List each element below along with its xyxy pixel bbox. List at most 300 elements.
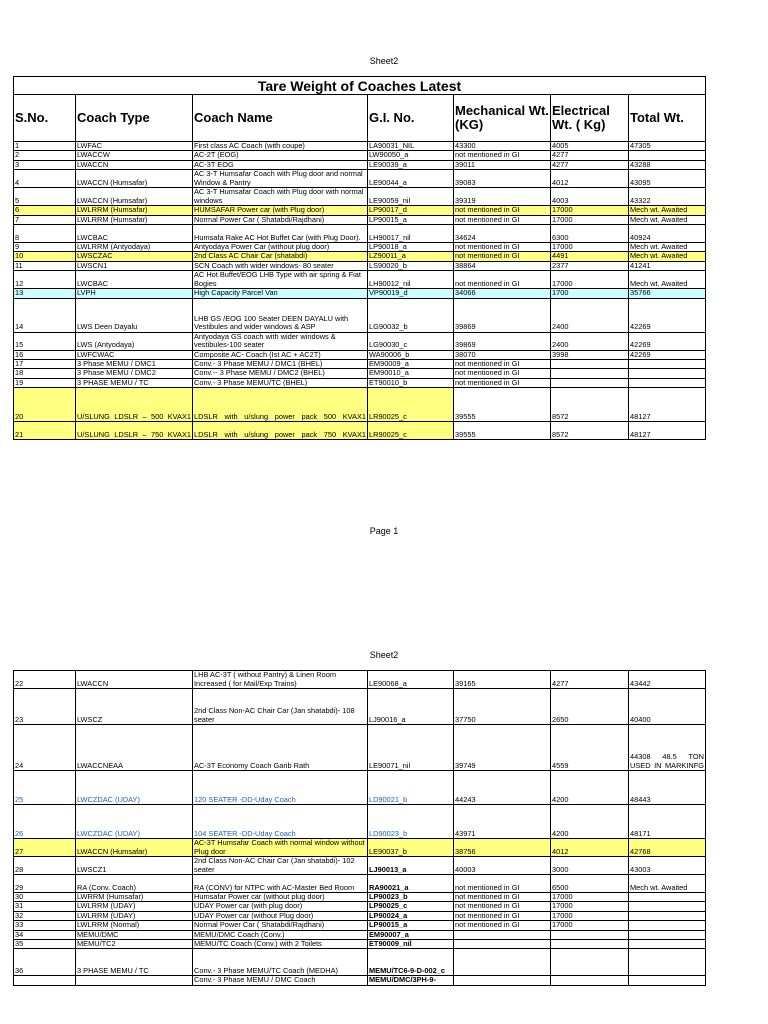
coach-name-cell: Humsafar Power car (without plug door)	[193, 893, 368, 902]
mech-wt-cell: not mentioned in GI	[454, 360, 551, 369]
gi-no-cell: LS90020_b	[368, 261, 454, 270]
table-row	[14, 332, 706, 350]
coach-type-cell: LWFCWAC	[76, 350, 193, 359]
coach-type-cell: LWACCN (Humsafar)	[76, 188, 193, 206]
sno-cell: 6	[14, 206, 76, 215]
elec-wt-cell: 4277	[551, 671, 629, 689]
coach-type-cell: LWRRM (Humsafar)	[76, 893, 193, 902]
sno-cell: 26	[14, 805, 76, 839]
gi-no-cell: LJ90013_a	[368, 857, 454, 875]
sno-cell	[14, 976, 76, 985]
coach-name-cell: SCN Coach with wider windows- 80 seater	[193, 261, 368, 270]
coach-name-cell: MEMU/DMC Coach (Conv.)	[193, 930, 368, 939]
sheet-label-2: Sheet2	[369, 650, 399, 660]
sno-cell: 36	[14, 949, 76, 976]
coach-type-cell: LWLRRM (UDAY)	[76, 911, 193, 920]
page-number: Page 1	[369, 526, 399, 536]
total-wt-cell: 40400	[629, 689, 706, 725]
total-wt-cell: Mech wt. Awaited	[629, 271, 706, 289]
coach-type-cell: 3 PHASE MEMU / TC	[76, 949, 193, 976]
gi-no-cell: LR90025_c	[368, 388, 454, 422]
gi-no-cell: LP90024_a	[368, 911, 454, 920]
elec-wt-cell: 2377	[551, 261, 629, 270]
total-wt-cell: 43322	[629, 188, 706, 206]
coach-type-cell: LWCBAC	[76, 271, 193, 289]
coach-type-cell: MEMU/TC2	[76, 940, 193, 949]
elec-wt-cell	[551, 976, 629, 985]
gi-no-cell: LA90031_NIL	[368, 142, 454, 151]
coach-type-cell: LWACCN (Humsafar)	[76, 839, 193, 857]
coach-name-cell: 2nd Class AC Chair Car (shatabdi)	[193, 252, 368, 261]
table-row	[14, 206, 706, 215]
total-wt-cell	[629, 151, 706, 160]
total-wt-cell: 48127	[629, 388, 706, 422]
total-wt-cell: 43288	[629, 160, 706, 169]
coach-name-cell: Conv.- 3 Phase MEMU / DMC1 (BHEL)	[193, 360, 368, 369]
mech-wt-cell	[454, 949, 551, 976]
mech-wt-cell: 37750	[454, 689, 551, 725]
sno-cell: 12	[14, 271, 76, 289]
elec-wt-cell: 17000	[551, 206, 629, 215]
sno-cell: 13	[14, 289, 76, 298]
mech-wt-cell: not mentioned in GI	[454, 243, 551, 252]
elec-wt-cell: 2650	[551, 689, 629, 725]
gi-no-cell: MEMU/DMC/3PH-9-	[368, 976, 454, 985]
coach-name-cell: AC-2T (EOG)	[193, 151, 368, 160]
header-elec-wt: Electrical Wt. ( Kg)	[551, 95, 629, 142]
sno-cell: 30	[14, 893, 76, 902]
table-row	[14, 261, 706, 270]
mech-wt-cell: 43300	[454, 142, 551, 151]
sno-cell: 22	[14, 671, 76, 689]
coach-name-cell: 120 SEATER -DD-Uday Coach	[193, 771, 368, 805]
gi-no-cell: VP90019_d	[368, 289, 454, 298]
mech-wt-cell: 34066	[454, 289, 551, 298]
total-wt-cell: 47305	[629, 142, 706, 151]
elec-wt-cell: 2400	[551, 332, 629, 350]
coach-name-cell: Composite AC- Coach (Ist AC + AC2T)	[193, 350, 368, 359]
gi-no-cell: LE90071_nil	[368, 725, 454, 771]
coach-name-cell: First class AC Coach (with coupe)	[193, 142, 368, 151]
mech-wt-cell: 39165	[454, 671, 551, 689]
gi-no-cell: MEMU/TC6-9-D-002_c	[368, 949, 454, 976]
elec-wt-cell: 2400	[551, 298, 629, 332]
elec-wt-cell: 4559	[551, 725, 629, 771]
elec-wt-cell: 4003	[551, 188, 629, 206]
gi-no-cell: LW90050_a	[368, 151, 454, 160]
sno-cell: 8	[14, 225, 76, 243]
mech-wt-cell: 39869	[454, 332, 551, 350]
header-coach-type: Coach Type	[76, 95, 193, 142]
sno-cell: 20	[14, 388, 76, 422]
mech-wt-cell: not mentioned in GI	[454, 902, 551, 911]
coach-name-cell: Antyodaya Power Car (without plug door)	[193, 243, 368, 252]
elec-wt-cell: 4012	[551, 170, 629, 188]
table-row	[14, 350, 706, 359]
gi-no-cell: LE90037_b	[368, 839, 454, 857]
sno-cell: 21	[14, 422, 76, 440]
mech-wt-cell: 39083	[454, 170, 551, 188]
coach-name-cell: MEMU/TC Coach (Conv.) with 2 Toilets	[193, 940, 368, 949]
coach-name-cell: UDAY Power car (without Plug door)	[193, 911, 368, 920]
elec-wt-cell	[551, 940, 629, 949]
mech-wt-cell: 39749	[454, 725, 551, 771]
table-row	[14, 902, 706, 911]
sno-cell: 5	[14, 188, 76, 206]
total-wt-cell: 41241	[629, 261, 706, 270]
total-wt-cell: 43095	[629, 170, 706, 188]
table-row	[14, 170, 706, 188]
mech-wt-cell	[454, 940, 551, 949]
total-wt-cell: 48171	[629, 805, 706, 839]
coach-type-cell: LWLRRM (Normal)	[76, 921, 193, 930]
coach-name-cell: Conv.- 3 Phase MEMU / DMC Coach	[193, 976, 368, 985]
table-row	[14, 298, 706, 332]
mech-wt-cell: 38864	[454, 261, 551, 270]
sno-cell: 19	[14, 378, 76, 387]
total-wt-cell	[629, 976, 706, 985]
elec-wt-cell: 8572	[551, 422, 629, 440]
gi-no-cell: LP90023_b	[368, 893, 454, 902]
sno-cell: 33	[14, 921, 76, 930]
table-row	[14, 243, 706, 252]
sno-cell: 9	[14, 243, 76, 252]
elec-wt-cell: 17000	[551, 911, 629, 920]
coach-type-cell: LWLRRM (Humsafar)	[76, 206, 193, 215]
table-row	[14, 930, 706, 939]
header-total-wt: Total Wt.	[629, 95, 706, 142]
total-wt-cell	[629, 940, 706, 949]
gi-no-cell: WA90006_b	[368, 350, 454, 359]
sno-cell: 34	[14, 930, 76, 939]
coach-name-cell: LHB AC-3T ( without Pantry) & Linen Room Increased ( for Mail/Exp Trains)	[193, 671, 368, 689]
table-row	[14, 360, 706, 369]
elec-wt-cell: 3998	[551, 350, 629, 359]
sno-cell: 24	[14, 725, 76, 771]
table-row	[14, 378, 706, 387]
gi-no-cell: LR90025_c	[368, 422, 454, 440]
coach-type-cell: LWLRRM (Humsafar)	[76, 215, 193, 224]
coach-name-cell: Conv.- 3 Phase MEMU/TC Coach (MEDHA)	[193, 949, 368, 976]
coach-type-cell: LWSCZ	[76, 689, 193, 725]
mech-wt-cell	[454, 930, 551, 939]
mech-wt-cell	[454, 976, 551, 985]
sno-cell: 4	[14, 170, 76, 188]
table-row	[14, 225, 706, 243]
table-row	[14, 893, 706, 902]
table-row	[14, 422, 706, 440]
total-wt-cell: 40924	[629, 225, 706, 243]
gi-no-cell: ET90009_nil	[368, 940, 454, 949]
sno-cell: 18	[14, 369, 76, 378]
total-wt-cell: 42269	[629, 350, 706, 359]
coach-type-cell: LWACCW	[76, 151, 193, 160]
mech-wt-cell: not mentioned in GI	[454, 215, 551, 224]
elec-wt-cell: 4012	[551, 839, 629, 857]
gi-no-cell: LE90044_a	[368, 170, 454, 188]
mech-wt-cell: 44243	[454, 771, 551, 805]
mech-wt-cell: not mentioned in GI	[454, 206, 551, 215]
gi-no-cell: LE90059_nil	[368, 188, 454, 206]
total-wt-cell	[629, 360, 706, 369]
table-row	[14, 369, 706, 378]
elec-wt-cell: 6500	[551, 875, 629, 893]
coach-type-cell: LWLRRM (Antyodaya)	[76, 243, 193, 252]
total-wt-cell: 44308 48.5 TON USED IN MARKINFG	[629, 725, 706, 771]
coach-name-cell: HUMSAFAR Power car (with Plug door)	[193, 206, 368, 215]
coach-type-cell: LWLRRM (UDAY)	[76, 902, 193, 911]
coach-type-cell	[76, 976, 193, 985]
coach-name-cell: AC-3T Economy Coach Garib Rath	[193, 725, 368, 771]
mech-wt-cell: 39319	[454, 188, 551, 206]
sno-cell: 10	[14, 252, 76, 261]
mech-wt-cell: 43971	[454, 805, 551, 839]
total-wt-cell	[629, 378, 706, 387]
sno-cell: 31	[14, 902, 76, 911]
mech-wt-cell: not mentioned in GI	[454, 369, 551, 378]
elec-wt-cell: 4277	[551, 160, 629, 169]
sno-cell: 7	[14, 215, 76, 224]
coach-type-cell: U/SLUNG LDSLR – 500 KVAX1	[76, 388, 193, 422]
coach-name-cell: RA (CONV) for NTPC with AC-Master Bed Room	[193, 875, 368, 893]
total-wt-cell: 42768	[629, 839, 706, 857]
table-row	[14, 151, 706, 160]
table-row	[14, 771, 706, 805]
total-wt-cell: 42269	[629, 332, 706, 350]
gi-no-cell: LP90025_c	[368, 902, 454, 911]
coach-name-cell: Conv.-- 3 Phase MEMU / DMC2 (BHEL)	[193, 369, 368, 378]
table-row	[14, 689, 706, 725]
elec-wt-cell: 4005	[551, 142, 629, 151]
total-wt-cell: Mech wt. Awaited	[629, 243, 706, 252]
total-wt-cell: 48443	[629, 771, 706, 805]
gi-no-cell: LP90015_a	[368, 921, 454, 930]
elec-wt-cell	[551, 369, 629, 378]
gi-no-cell: LG90030_c	[368, 332, 454, 350]
coach-type-cell: LWSCZAC	[76, 252, 193, 261]
coach-type-cell: U/SLUNG LDSLR – 750 KVAX1	[76, 422, 193, 440]
elec-wt-cell: 6300	[551, 225, 629, 243]
mech-wt-cell: 39555	[454, 422, 551, 440]
coach-type-cell: LWACCN	[76, 671, 193, 689]
sheet-label: Sheet2	[369, 56, 399, 66]
sno-cell: 35	[14, 940, 76, 949]
coach-type-cell: LWCBAC	[76, 225, 193, 243]
elec-wt-cell: 4491	[551, 252, 629, 261]
gi-no-cell: EM90009_a	[368, 360, 454, 369]
gi-no-cell: LP90015_a	[368, 215, 454, 224]
mech-wt-cell: not mentioned in GI	[454, 252, 551, 261]
coach-name-cell: AC-3T Humsafar Coach with normal window without Plug door	[193, 839, 368, 857]
mech-wt-cell: not mentioned in GI	[454, 271, 551, 289]
gi-no-cell: LJ90016_a	[368, 689, 454, 725]
total-wt-cell	[629, 902, 706, 911]
mech-wt-cell: 39011	[454, 160, 551, 169]
sno-cell: 11	[14, 261, 76, 270]
coach-type-cell: LWS (Antyodaya)	[76, 332, 193, 350]
sno-cell: 28	[14, 857, 76, 875]
mech-wt-cell: not mentioned in GI	[454, 151, 551, 160]
mech-wt-cell: 38756	[454, 839, 551, 857]
coach-type-cell: LWCZDAC (UDAY)	[76, 771, 193, 805]
table-row	[14, 911, 706, 920]
total-wt-cell	[629, 893, 706, 902]
sno-cell: 27	[14, 839, 76, 857]
total-wt-cell: 42269	[629, 298, 706, 332]
coach-name-cell: 2nd Class Non-AC Chair Car (Jan shatabdi)- 108 seater	[193, 689, 368, 725]
tare-weight-table-continued	[13, 670, 706, 986]
table-row	[14, 949, 706, 976]
sno-cell: 17	[14, 360, 76, 369]
tare-weight-table	[13, 76, 706, 440]
total-wt-cell	[629, 921, 706, 930]
total-wt-cell: Mech wt. Awaited	[629, 215, 706, 224]
elec-wt-cell: 8572	[551, 388, 629, 422]
elec-wt-cell: 17000	[551, 271, 629, 289]
sno-cell: 3	[14, 160, 76, 169]
gi-no-cell: ET90010_b	[368, 378, 454, 387]
coach-type-cell: RA (Conv. Coach)	[76, 875, 193, 893]
header-sno: S.No.	[14, 95, 76, 142]
gi-no-cell: LP90017_d	[368, 206, 454, 215]
total-wt-cell: 43003	[629, 857, 706, 875]
total-wt-cell: 35766	[629, 289, 706, 298]
header-mech-wt: Mechanical Wt. (KG)	[454, 95, 551, 142]
table-row	[14, 289, 706, 298]
coach-name-cell: Normal Power Car ( Shatabdi/Rajdhani)	[193, 215, 368, 224]
coach-type-cell: LWACCN (Humsafar)	[76, 170, 193, 188]
table-row	[14, 875, 706, 893]
gi-no-cell: LD90023_b	[368, 805, 454, 839]
table-row	[14, 725, 706, 771]
mech-wt-cell: not mentioned in GI	[454, 378, 551, 387]
total-wt-cell	[629, 930, 706, 939]
total-wt-cell: 43442	[629, 671, 706, 689]
gi-no-cell: LG90032_b	[368, 298, 454, 332]
table-row	[14, 252, 706, 261]
table-row	[14, 805, 706, 839]
sno-cell: 23	[14, 689, 76, 725]
total-wt-cell: Mech wt. Awaited	[629, 206, 706, 215]
sno-cell: 1	[14, 142, 76, 151]
elec-wt-cell: 17000	[551, 215, 629, 224]
coach-type-cell: LWFAC	[76, 142, 193, 151]
coach-type-cell: LWACCN	[76, 160, 193, 169]
sno-cell: 14	[14, 298, 76, 332]
gi-no-cell: RA90021_a	[368, 875, 454, 893]
coach-name-cell: AC 3-T Humsafar Coach with Plug door with normal windows	[193, 188, 368, 206]
coach-name-cell: Conv.- 3 Phase MEMU/TC (BHEL)	[193, 378, 368, 387]
table-row	[14, 215, 706, 224]
coach-type-cell: LWSCZ1	[76, 857, 193, 875]
gi-no-cell: LH90012_nil	[368, 271, 454, 289]
header-row	[14, 95, 706, 142]
gi-no-cell: EM90010_a	[368, 369, 454, 378]
coach-name-cell: AC-3T EOG	[193, 160, 368, 169]
total-wt-cell	[629, 369, 706, 378]
mech-wt-cell: 39555	[454, 388, 551, 422]
coach-type-cell: 3 Phase MEMU / DMC2	[76, 369, 193, 378]
gi-no-cell: LZ90011_a	[368, 252, 454, 261]
mech-wt-cell: not mentioned in GI	[454, 875, 551, 893]
coach-type-cell: LWS Deen Dayalu	[76, 298, 193, 332]
coach-name-cell: UDAY Power car (with plug door)	[193, 902, 368, 911]
coach-name-cell: AC Hot Buffet/EOG LHB Type with air spring & Fiat Bogies	[193, 271, 368, 289]
gi-no-cell: LE90039_a	[368, 160, 454, 169]
sno-cell: 2	[14, 151, 76, 160]
elec-wt-cell: 17000	[551, 902, 629, 911]
header-gi-no: G.I. No.	[368, 95, 454, 142]
total-wt-cell	[629, 911, 706, 920]
table-row	[14, 188, 706, 206]
table-title: Tare Weight of Coaches Latest	[14, 77, 706, 95]
mech-wt-cell: not mentioned in GI	[454, 921, 551, 930]
coach-name-cell: Normal Power Car ( Shatabdi/Rajdhani)	[193, 921, 368, 930]
gi-no-cell: LE90068_a	[368, 671, 454, 689]
elec-wt-cell	[551, 378, 629, 387]
total-wt-cell	[629, 949, 706, 976]
header-coach-name: Coach Name	[193, 95, 368, 142]
coach-type-cell: LVPH	[76, 289, 193, 298]
coach-name-cell: High Capacity Parcel Van	[193, 289, 368, 298]
mech-wt-cell: not mentioned in GI	[454, 893, 551, 902]
coach-type-cell: 3 Phase MEMU / DMC1	[76, 360, 193, 369]
coach-name-cell: Antyodaya GS coach with wider windows & vestibules-100 seater	[193, 332, 368, 350]
total-wt-cell: Mech wt. Awaited	[629, 875, 706, 893]
table-row	[14, 921, 706, 930]
coach-name-cell: 2nd Class Non-AC Chair Car (Jan shatabdi)- 102 seater	[193, 857, 368, 875]
gi-no-cell: LD90021_b	[368, 771, 454, 805]
elec-wt-cell	[551, 360, 629, 369]
coach-type-cell: LWCZDAC (UDAY)	[76, 805, 193, 839]
table-row	[14, 388, 706, 422]
elec-wt-cell: 4277	[551, 151, 629, 160]
coach-name-cell: AC 3-T Humsafar Coach with Plug door and normal Window & Pantry	[193, 170, 368, 188]
sno-cell: 29	[14, 875, 76, 893]
table-row	[14, 976, 706, 985]
coach-name-cell: LHB GS /EOG 100 Seater DEEN DAYALU with Vestibules and wider windows & ASP	[193, 298, 368, 332]
coach-name-cell: LDSLR with u/slung power pack 750 KVAX1	[193, 422, 368, 440]
gi-no-cell: LH90017_nil	[368, 225, 454, 243]
sno-cell: 16	[14, 350, 76, 359]
table-row	[14, 142, 706, 151]
mech-wt-cell: 38070	[454, 350, 551, 359]
total-wt-cell: Mech wt. Awaited	[629, 252, 706, 261]
gi-no-cell: LP90018_a	[368, 243, 454, 252]
elec-wt-cell: 17000	[551, 921, 629, 930]
mech-wt-cell: 39869	[454, 298, 551, 332]
gi-no-cell: EM90007_a	[368, 930, 454, 939]
table-row	[14, 160, 706, 169]
mech-wt-cell: not mentioned in GI	[454, 911, 551, 920]
table-row	[14, 857, 706, 875]
table-row	[14, 271, 706, 289]
sno-cell: 15	[14, 332, 76, 350]
coach-type-cell: 3 PHASE MEMU / TC	[76, 378, 193, 387]
elec-wt-cell: 3000	[551, 857, 629, 875]
table-row	[14, 671, 706, 689]
coach-name-cell: Humsafa Rake AC Hot Buffet Car (with Plug Door).	[193, 225, 368, 243]
elec-wt-cell: 1700	[551, 289, 629, 298]
elec-wt-cell: 4200	[551, 771, 629, 805]
total-wt-cell: 48127	[629, 422, 706, 440]
elec-wt-cell: 4200	[551, 805, 629, 839]
elec-wt-cell: 17000	[551, 893, 629, 902]
sno-cell: 25	[14, 771, 76, 805]
coach-type-cell: LWSCN1	[76, 261, 193, 270]
elec-wt-cell	[551, 930, 629, 939]
elec-wt-cell	[551, 949, 629, 976]
